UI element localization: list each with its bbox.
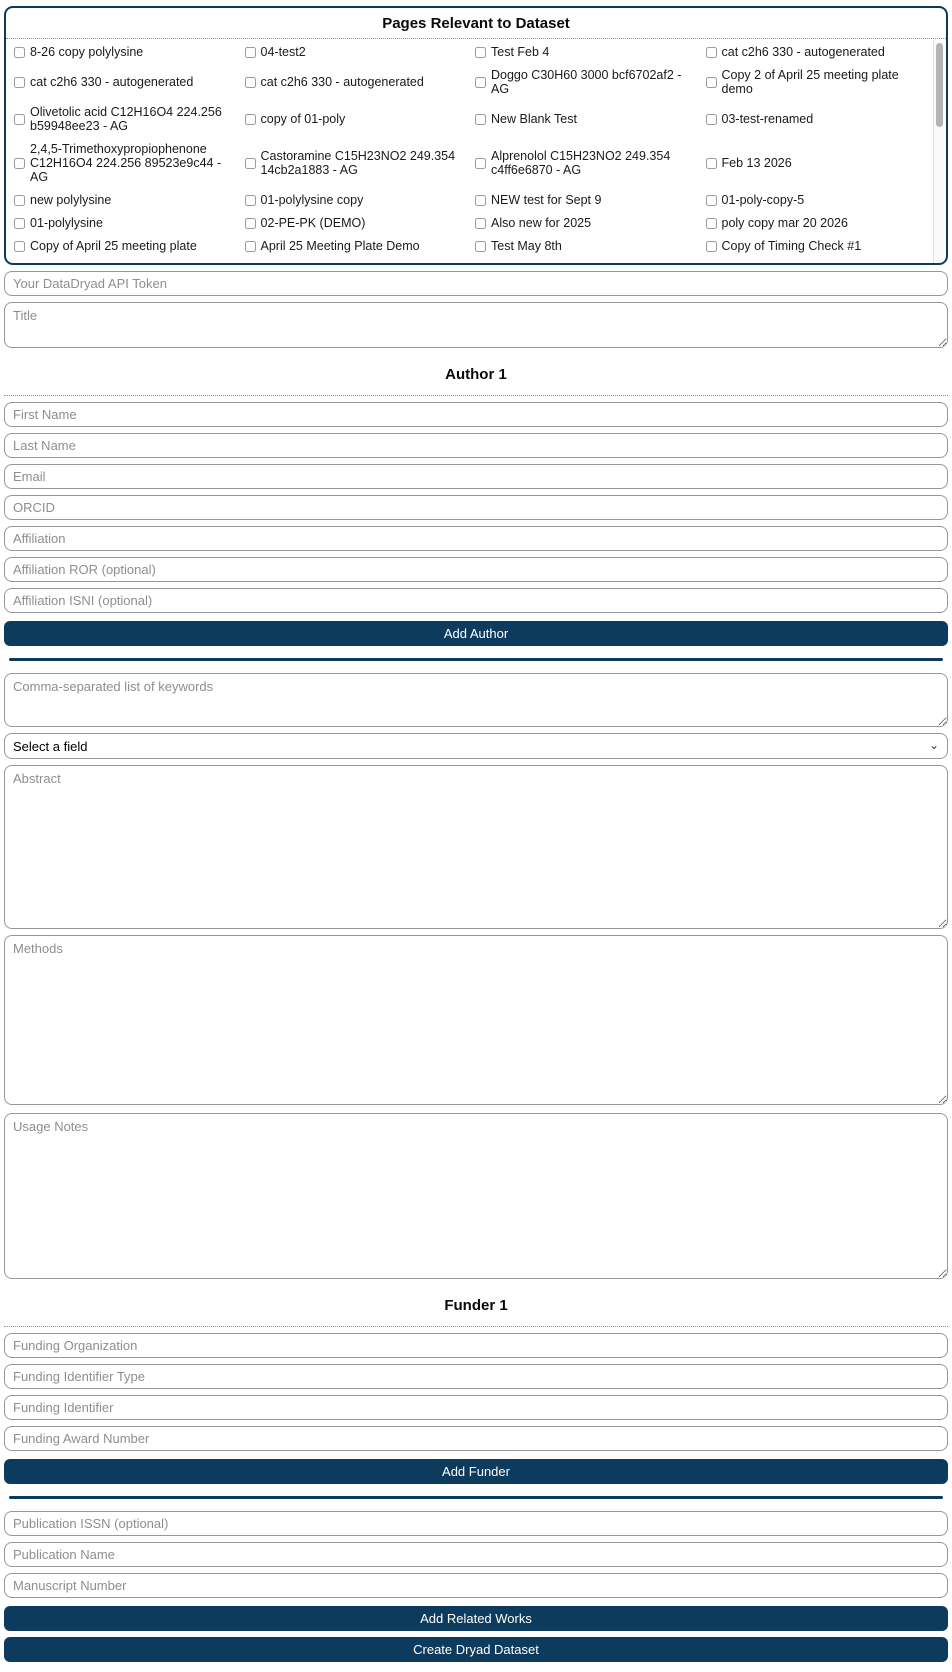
page-checkbox-item[interactable] (475, 68, 696, 96)
page-checkbox[interactable] (475, 114, 486, 125)
page-checkbox[interactable] (706, 47, 717, 58)
page-checkbox-label: 8-26 copy polylysine (30, 45, 144, 59)
abstract-textarea[interactable] (4, 765, 948, 929)
page-checkbox-label: Alprenolol C15H23NO2 249.354 c4ff6e6870 - AG (491, 149, 671, 177)
page-checkbox-item[interactable] (14, 45, 235, 59)
add-related-works-button[interactable]: Add Related Works (4, 1606, 948, 1631)
page-checkbox-item[interactable] (245, 105, 466, 133)
page-checkbox-label: Feb 13 2026 (721, 156, 792, 170)
panel-scrollbar[interactable] (933, 39, 945, 263)
page-checkbox-label: 04-test2 (260, 45, 306, 59)
page-checkbox-label: new polylysine (30, 193, 112, 207)
page-checkbox-label: Olivetolic acid C12H16O4 224.256 b59948ee23 - AG (30, 105, 222, 133)
page-checkbox-item[interactable] (14, 68, 235, 96)
last-name-input[interactable] (4, 433, 948, 458)
page-checkbox-label: 03-test-renamed (721, 112, 814, 126)
page-checkbox[interactable] (245, 218, 256, 229)
title-textarea[interactable] (4, 302, 948, 348)
page-checkbox[interactable] (14, 77, 25, 88)
page-checkbox-label: 01-poly-copy-5 (721, 193, 805, 207)
page-checkbox-label: cat c2h6 330 - autogenerated (260, 75, 424, 89)
methods-textarea[interactable] (4, 935, 948, 1105)
page-checkbox[interactable] (706, 241, 717, 252)
dotted-divider (4, 395, 948, 396)
scrollbar-thumb[interactable] (936, 43, 943, 127)
page-checkbox-item[interactable] (706, 68, 927, 96)
page-checkbox-item[interactable] (245, 68, 466, 96)
author-section-heading: Author 1 (445, 366, 507, 383)
page-checkbox[interactable] (14, 114, 25, 125)
affiliation-input[interactable] (4, 526, 948, 551)
section-divider (9, 1496, 943, 1499)
page-checkbox[interactable] (14, 158, 25, 169)
page-checkbox-item[interactable] (245, 45, 466, 59)
page-checkbox-label: 02-PE-PK (DEMO) (260, 216, 366, 230)
add-author-button[interactable]: Add Author (4, 621, 948, 646)
page-checkbox-item[interactable] (706, 142, 927, 184)
page-checkbox-label: Copy of April 25 meeting plate (30, 239, 197, 253)
page-checkbox-label: copy of 01-poly (260, 112, 346, 126)
field-select-wrapper (4, 733, 948, 759)
api-token-input[interactable] (4, 271, 948, 296)
funding-award-number-input[interactable] (4, 1426, 948, 1451)
page-checkbox[interactable] (706, 158, 717, 169)
pages-panel (4, 6, 948, 265)
page-checkbox[interactable] (475, 195, 486, 206)
page-checkbox[interactable] (245, 241, 256, 252)
page-checkbox-item[interactable] (14, 239, 235, 253)
page-checkbox[interactable] (475, 241, 486, 252)
first-name-input[interactable] (4, 402, 948, 427)
publication-name-input[interactable] (4, 1542, 948, 1567)
page-checkbox-label: 01-polylysine (30, 216, 103, 230)
page-checkbox[interactable] (245, 158, 256, 169)
page-checkbox[interactable] (245, 114, 256, 125)
create-dryad-dataset-button[interactable]: Create Dryad Dataset (4, 1637, 948, 1662)
page-checkbox[interactable] (475, 77, 486, 88)
page-checkbox-item[interactable] (475, 105, 696, 133)
page-checkbox[interactable] (245, 195, 256, 206)
page-checkbox[interactable] (706, 218, 717, 229)
usage-notes-textarea[interactable] (4, 1113, 948, 1279)
add-funder-button[interactable]: Add Funder (4, 1459, 948, 1484)
page-checkbox-label: April 25 Meeting Plate Demo (260, 239, 420, 253)
page-checkbox[interactable] (14, 241, 25, 252)
page-checkbox-label: Test May 8th (491, 239, 562, 253)
page-checkbox-item[interactable] (706, 216, 927, 230)
page-checkbox[interactable] (475, 218, 486, 229)
page-checkbox-label: New Blank Test (491, 112, 577, 126)
page-checkbox-item[interactable] (14, 105, 235, 133)
chevron-down-icon: ⌄ (928, 738, 939, 753)
email-input[interactable] (4, 464, 948, 489)
page-checkbox-label: Doggo C30H60 3000 bcf6702af2 - AG (491, 68, 682, 96)
keywords-textarea[interactable] (4, 673, 948, 727)
page-checkbox-item[interactable] (14, 142, 235, 184)
page-checkbox-item[interactable] (706, 193, 927, 207)
publication-issn-input[interactable] (4, 1511, 948, 1536)
page-checkbox-label: 01-polylysine copy (260, 193, 364, 207)
page-checkbox-item[interactable] (245, 142, 466, 184)
page-checkbox-label: 2,4,5-Trimethoxypropiophenone C12H16O4 224.256 89523e9c44 - AG (30, 142, 222, 184)
section-divider (9, 658, 943, 661)
page-checkbox-label: Copy 2 of April 25 meeting plate demo (721, 68, 899, 96)
funding-identifier-input[interactable] (4, 1395, 948, 1420)
page-checkbox-item[interactable] (475, 239, 696, 253)
manuscript-number-input[interactable] (4, 1573, 948, 1598)
page-checkbox-label: poly copy mar 20 2026 (721, 216, 848, 230)
page-checkbox[interactable] (706, 195, 717, 206)
page-checkbox[interactable] (14, 47, 25, 58)
page-checkbox-item[interactable] (245, 239, 466, 253)
page-checkbox[interactable] (706, 77, 717, 88)
funding-identifier-type-input[interactable] (4, 1364, 948, 1389)
affiliation-ror-input[interactable] (4, 557, 948, 582)
dotted-divider (4, 1326, 948, 1327)
page-checkbox-item[interactable] (475, 45, 696, 59)
page-checkbox-item[interactable] (706, 239, 927, 253)
page-checkbox-item[interactable] (245, 216, 466, 230)
page-checkbox-label: NEW test for Sept 9 (491, 193, 602, 207)
page-checkbox-label: Test Feb 4 (491, 45, 550, 59)
pages-panel-scroll-area[interactable] (6, 39, 946, 263)
funding-organization-input[interactable] (4, 1333, 948, 1358)
page-checkbox[interactable] (245, 77, 256, 88)
page-checkbox-item[interactable] (14, 216, 235, 230)
page-checkbox-label: cat c2h6 330 - autogenerated (721, 45, 885, 59)
pages-panel-title: Pages Relevant to Dataset (6, 8, 946, 39)
page-checkbox-item[interactable] (475, 193, 696, 207)
page-checkbox-item[interactable] (706, 45, 927, 59)
page-checkbox[interactable] (14, 195, 25, 206)
funder-section-heading: Funder 1 (444, 1297, 508, 1314)
page-checkbox[interactable] (706, 114, 717, 125)
page-checkbox-item[interactable] (706, 105, 927, 133)
page-checkbox-label: Castoramine C15H23NO2 249.354 14cb2a1883 - AG (260, 149, 456, 177)
orcid-input[interactable] (4, 495, 948, 520)
pages-checkbox-grid (6, 39, 946, 259)
page-checkbox-label: Copy of Timing Check #1 (721, 239, 862, 253)
page-checkbox-item[interactable] (475, 216, 696, 230)
page-checkbox-item[interactable] (475, 142, 696, 184)
page-checkbox-item[interactable] (14, 193, 235, 207)
page-checkbox[interactable] (14, 218, 25, 229)
page-checkbox[interactable] (475, 158, 486, 169)
page-checkbox-item[interactable] (245, 193, 466, 207)
page-checkbox-label: Also new for 2025 (491, 216, 592, 230)
page-checkbox[interactable] (245, 47, 256, 58)
affiliation-isni-input[interactable] (4, 588, 948, 613)
field-select[interactable] (4, 733, 948, 759)
page-checkbox-label: cat c2h6 330 - autogenerated (30, 75, 194, 89)
page-checkbox[interactable] (475, 47, 486, 58)
